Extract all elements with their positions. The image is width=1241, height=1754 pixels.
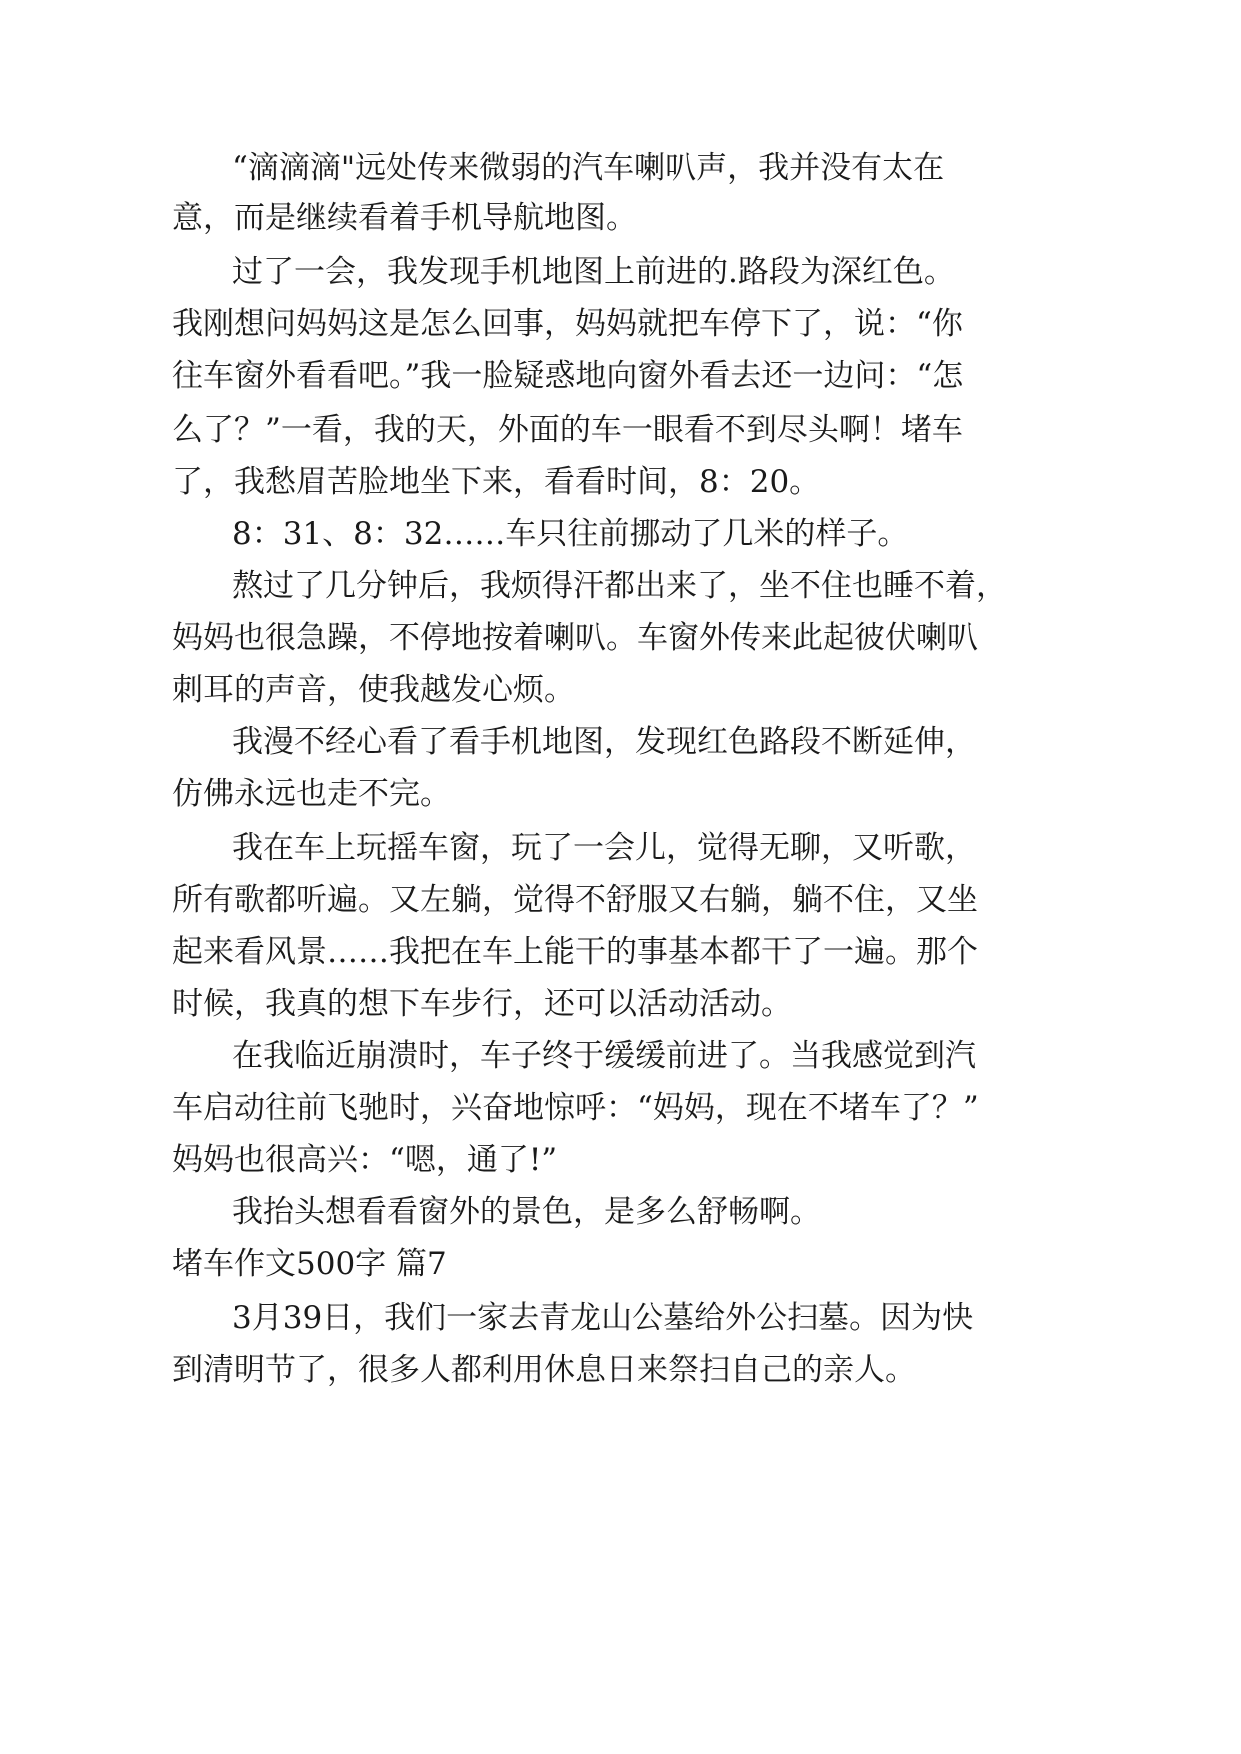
text-line: 我在车上玩摇车窗，玩了一会儿，觉得无聊，又听歌， [232,830,976,866]
text-line: 我刚想问妈妈这是怎么回事，妈妈就把车停下了，说：“你 [172,306,963,342]
text-line: 往车窗外看看吧。”我一脸疑惑地向窗外看去还一边问：“怎 [172,358,964,394]
text-line: 妈妈也很高兴：“嗯，通了!” [172,1142,558,1178]
text-line: 仿佛永远也走不完。 [172,776,451,812]
text-line: 车启动往前飞驰时，兴奋地惊呼：“妈妈，现在不堵车了？” [172,1090,979,1126]
text-line: 熬过了几分钟后，我烦得汗都出来了，坐不住也睡不着， [232,568,1007,604]
text-line: 我漫不经心看了看手机地图，发现红色路段不断延伸， [232,724,976,760]
text-line: “滴滴滴"远处传来微弱的汽车喇叭声，我并没有太在 [232,150,945,186]
text-line: 妈妈也很急躁，不停地按着喇叭。车窗外传来此起彼伏喇叭 [172,620,978,656]
text-line: 意，而是继续看着手机导航地图。 [172,200,637,236]
text-line: 时候，我真的想下车步行，还可以活动活动。 [172,986,792,1022]
text-line: 起来看风景……我把在车上能干的事基本都干了一遍。那个 [172,934,978,970]
text-line: 刺耳的声音，使我越发心烦。 [172,672,575,708]
text-line: 我抬头想看看窗外的景色，是多么舒畅啊。 [232,1194,821,1230]
text-line: 8：31、8：32……车只往前挪动了几米的样子。 [232,516,909,552]
text-line: 到清明节了，很多人都利用休息日来祭扫自己的亲人。 [172,1352,916,1388]
text-line: 么了？”一看，我的天，外面的车一眼看不到尽头啊！堵车 [172,412,963,448]
text-line: 3月39日，我们一家去青龙山公墓给外公扫墓。因为快 [232,1300,974,1336]
text-line: 所有歌都听遍。又左躺，觉得不舒服又右躺，躺不住，又坐 [172,882,978,918]
text-line: 过了一会，我发现手机地图上前进的.路段为深红色。 [232,254,955,290]
section-heading: 堵车作文500字 篇7 [172,1246,447,1282]
text-line: 在我临近崩溃时，车子终于缓缓前进了。当我感觉到汽 [232,1038,976,1074]
text-line: 了，我愁眉苦脸地坐下来，看看时间，8：20。 [172,464,821,500]
